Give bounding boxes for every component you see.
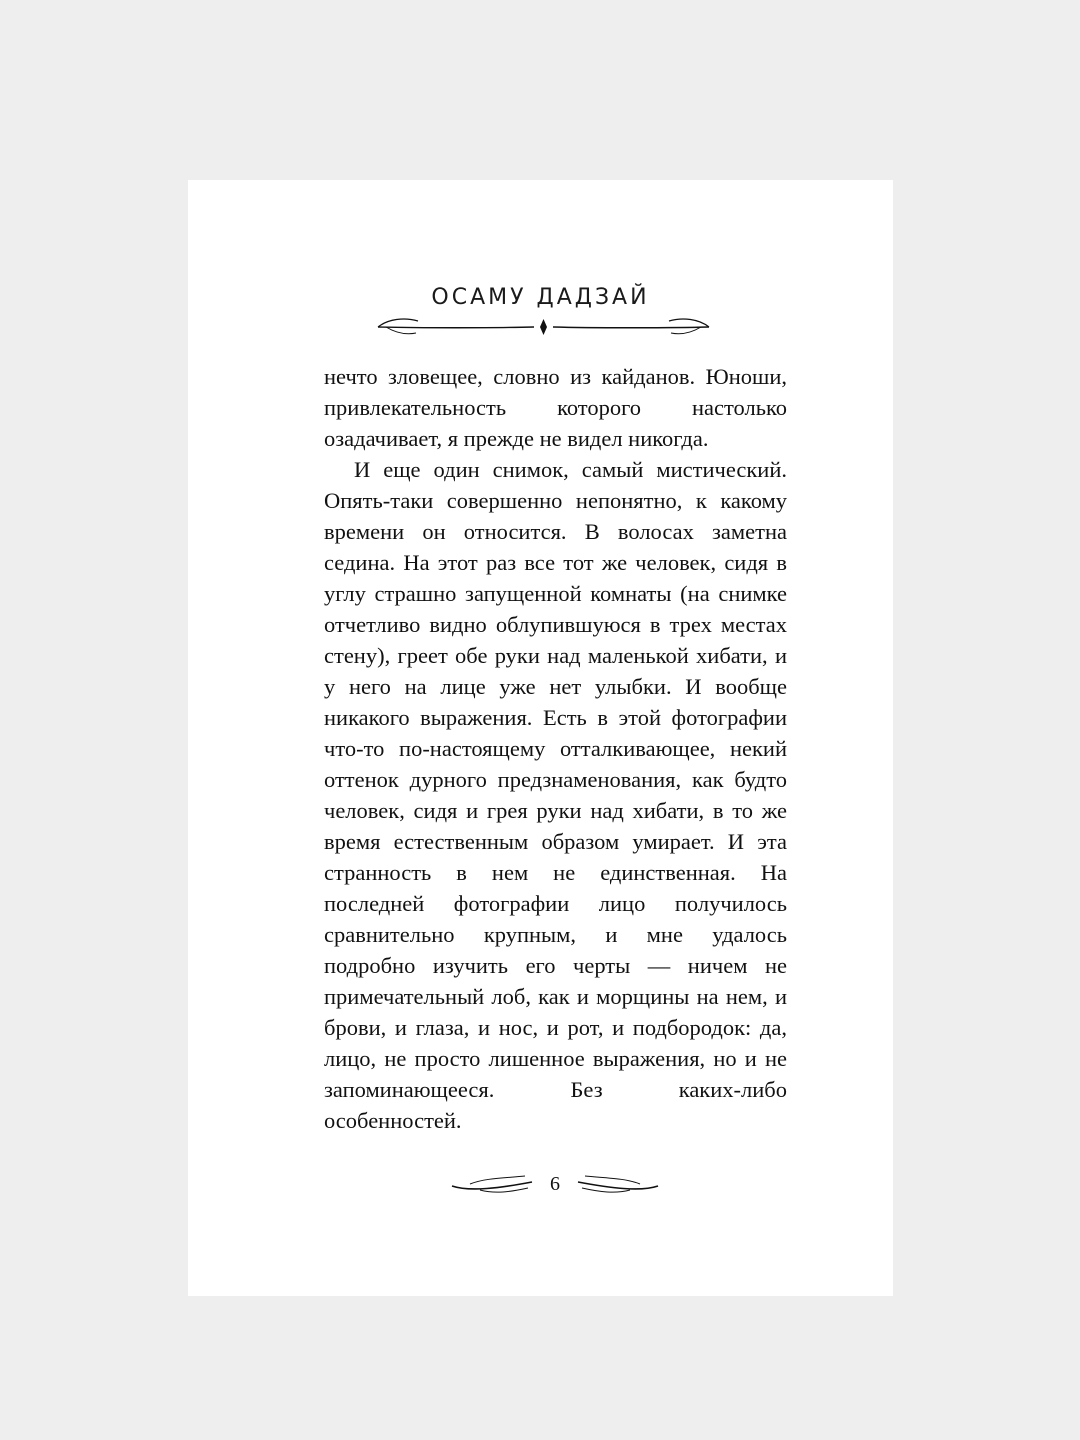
paragraph-continued: нечто зловещее, словно из кайданов. Юноши, привлекательность которого настолько озадачивает, я прежде не видел никогда.	[324, 364, 787, 451]
running-head-author: ОСАМУ ДАДЗАЙ	[431, 285, 650, 310]
book-page	[188, 180, 893, 1296]
paragraph: И еще один снимок, самый мистический. Опять-таки совершенно непонятно, к какому времени он относится. В волосах заметна седина. На этот раз все тот же человек, сидя в углу страшно запущенной комнаты (на снимке отчетливо видно облупившуюся в трех местах стену), греет обе руки над маленькой хибати, и у него на лице уже нет улыбки. И вообще никакого выражения. Есть в этой фотографии что-то по-настоящему отталкивающее, некий оттенок дурного предзнаменования, как будто человек, сидя и грея руки над хибати, в то же время естественным образом умирает. И эта странность в нем не единственная. На последней фотографии лицо получилось сравнительно крупным, и мне удалось подробно изучить его черты — ничем не примечательный лоб, как и морщины на нем, и брови, и глаза, и нос, и рот, и подбородок: да, лицо, не просто лишенное выражения, но и не запоминающееся. Без каких-либо особенностей.	[324, 457, 787, 1133]
body-text	[324, 361, 787, 1136]
page-footer	[450, 1170, 660, 1200]
right-flourish-ornament	[575, 1170, 660, 1200]
header-flourish-ornament	[376, 315, 711, 339]
page-number: 6	[550, 1173, 560, 1195]
left-flourish-ornament	[450, 1170, 535, 1200]
